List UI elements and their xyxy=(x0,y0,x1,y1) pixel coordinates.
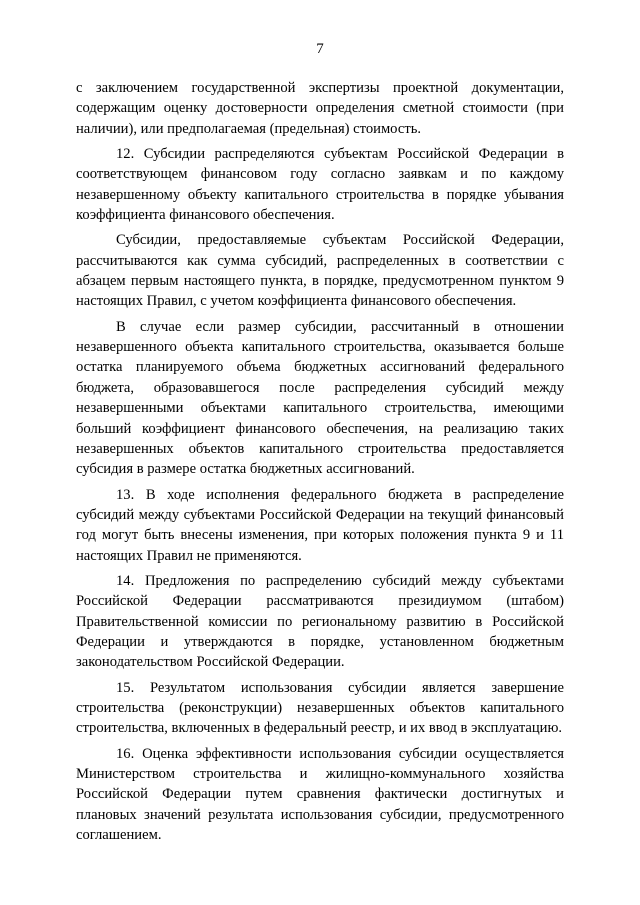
paragraph-item-13: 13. В ходе исполнения федерального бюджета в распределение субсидий между субъектами Российской Федерации на текущий финансовый год могут быть внесены изменения, при которых положения пункта 9 и 11 настоящих Правил не применяются. xyxy=(76,486,564,564)
paragraph-item-15: 15. Результатом использования субсидии является завершение строительства (реконструкции) незавершенных объектов капитального строительства, включенных в федеральный реестр, и их ввод в эксплуатацию. xyxy=(76,679,564,737)
page-number: 7 xyxy=(316,41,324,57)
paragraph-item-12-part-2: Субсидии, предоставляемые субъектам Российской Федерации, рассчитываются как сумма субсидий, распределенных в соответствии с абзацем первым настоящего пункта, в порядке, предусмотренном пунктом 9 настоящих Правил, с учетом коэффициента финансового обеспечения. xyxy=(76,232,564,310)
paragraph-item-12: 12. Субсидии распределяются субъектам Российской Федерации в соответствующем финансовом году согласно заявкам и по каждому незавершенному объекту капитального строительства в порядке убывания коэффициента финансового обеспечения. xyxy=(76,146,564,224)
document-body xyxy=(76,78,564,845)
paragraph-item-14: 14. Предложения по распределению субсидий между субъектами Российской Федерации рассматриваются президиумом (штабом) Правительственной комиссии по региональному развитию в Российской Федерации и утверждаются в порядке, установленном бюджетным законодательством Российской Федерации. xyxy=(76,572,564,671)
paragraph-item-12-part-3: В случае если размер субсидии, рассчитанный в отношении незавершенного объекта капитального строительства, оказывается больше остатка планируемого объема бюджетных ассигнований федерального бюджета, образовавшегося после распределения субсидий между незавершенными объектами капитального строительства, имеющими больший коэффициент финансового обеспечения, на реализацию таких незавершенных объектов капитального строительства предоставляется субсидия в размере остатка бюджетных ассигнований. xyxy=(76,318,564,478)
paragraph-continuation: с заключением государственной экспертизы проектной документации, содержащим оценку достоверности определения сметной стоимости (при наличии), или предполагаемая (предельная) стоимость. xyxy=(76,80,564,137)
paragraph-item-16: 16. Оценка эффективности использования субсидии осуществляется Министерством строительства и жилищно-коммунального хозяйства Российской Федерации путем сравнения фактически достигнутых и плановых значений результата использования субсидии, предусмотренного соглашением. xyxy=(76,745,564,844)
